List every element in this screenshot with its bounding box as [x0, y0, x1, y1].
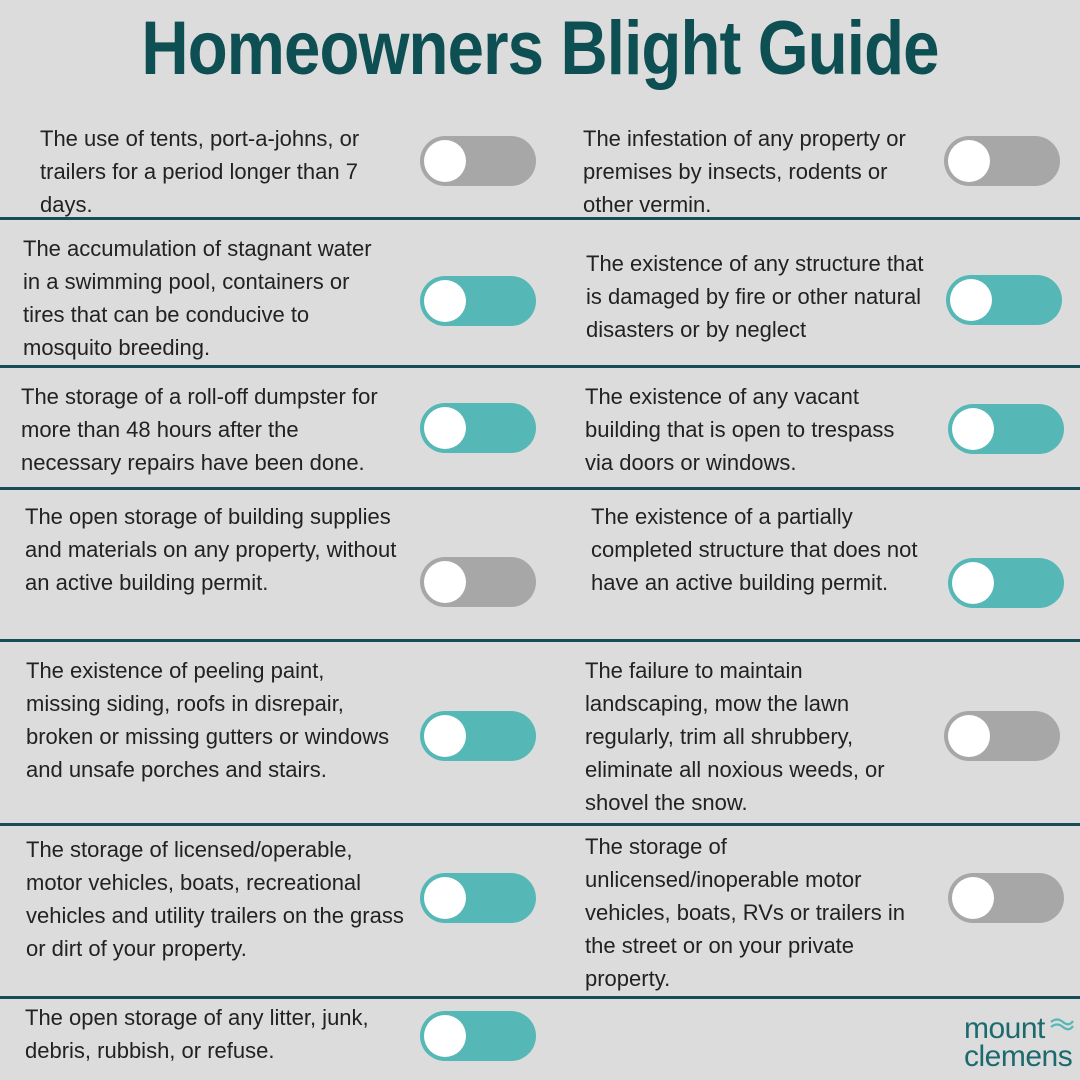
blight-toggle[interactable]: [948, 404, 1064, 454]
blight-toggle[interactable]: [420, 873, 536, 923]
toggle-knob: [952, 877, 994, 919]
blight-toggle[interactable]: [948, 873, 1064, 923]
logo-line-2: clemens: [964, 1040, 1073, 1073]
blight-item-text: The failure to maintain landscaping, mow the lawn regularly, trim all shrubbery, eliminate all noxious weeds, or shovel the snow.: [585, 658, 885, 815]
row-divider: [0, 823, 1080, 826]
row-divider: [0, 365, 1080, 368]
blight-toggle[interactable]: [420, 557, 536, 607]
row-divider: [0, 487, 1080, 490]
blight-toggle[interactable]: [420, 711, 536, 761]
blight-item-text: The storage of a roll-off dumpster for more than 48 hours after the necessary repairs have been done.: [21, 384, 378, 475]
blight-item-text: The infestation of any property or premises by insects, rodents or other vermin.: [583, 126, 906, 217]
row-divider: [0, 639, 1080, 642]
toggle-knob: [952, 562, 994, 604]
toggle-knob: [424, 715, 466, 757]
blight-toggle[interactable]: [420, 1011, 536, 1061]
blight-toggle[interactable]: [948, 558, 1064, 608]
toggle-knob: [424, 280, 466, 322]
toggle-knob: [424, 407, 466, 449]
toggle-knob: [948, 715, 990, 757]
water-waves-icon: [1049, 1017, 1075, 1033]
page-title: Homeowners Blight Guide: [141, 6, 939, 91]
blight-item-text: The open storage of building supplies and materials on any property, without an active building permit.: [25, 504, 397, 595]
blight-item-text: The existence of any structure that is damaged by fire or other natural disasters or by neglect: [586, 251, 924, 342]
toggle-knob: [424, 140, 466, 182]
blight-toggle[interactable]: [420, 276, 536, 326]
blight-item-text: The existence of a partially completed structure that does not have an active building permit.: [591, 504, 918, 595]
blight-toggle[interactable]: [946, 275, 1062, 325]
blight-toggle[interactable]: [420, 403, 536, 453]
blight-item-text: The storage of unlicensed/inoperable motor vehicles, boats, RVs or trailers in the street or on your private property.: [585, 834, 905, 991]
blight-item-text: The existence of any vacant building that is open to trespass via doors or windows.: [585, 384, 895, 475]
toggle-knob: [424, 877, 466, 919]
toggle-knob: [948, 140, 990, 182]
mount-clemens-logo: [964, 1012, 1073, 1073]
blight-item-text: The open storage of any litter, junk, debris, rubbish, or refuse.: [25, 1005, 369, 1063]
blight-item-text: The existence of peeling paint, missing siding, roofs in disrepair, broken or missing gutters or windows and unsafe porches and stairs.: [26, 658, 390, 782]
blight-item-text: The use of tents, port-a-johns, or trailers for a period longer than 7 days.: [40, 126, 360, 217]
toggle-knob: [424, 1015, 466, 1057]
toggle-knob: [424, 561, 466, 603]
toggle-knob: [950, 279, 992, 321]
blight-toggle[interactable]: [944, 136, 1060, 186]
blight-item-text: The storage of licensed/operable, motor vehicles, boats, recreational vehicles and utility trailers on the grass or dirt of your property.: [26, 837, 404, 961]
row-divider: [0, 996, 1080, 999]
blight-item-text: The accumulation of stagnant water in a swimming pool, containers or tires that can be conducive to mosquito breeding.: [23, 236, 372, 360]
toggle-knob: [952, 408, 994, 450]
blight-toggle[interactable]: [944, 711, 1060, 761]
logo-line-1: mount: [964, 1012, 1045, 1045]
blight-toggle[interactable]: [420, 136, 536, 186]
